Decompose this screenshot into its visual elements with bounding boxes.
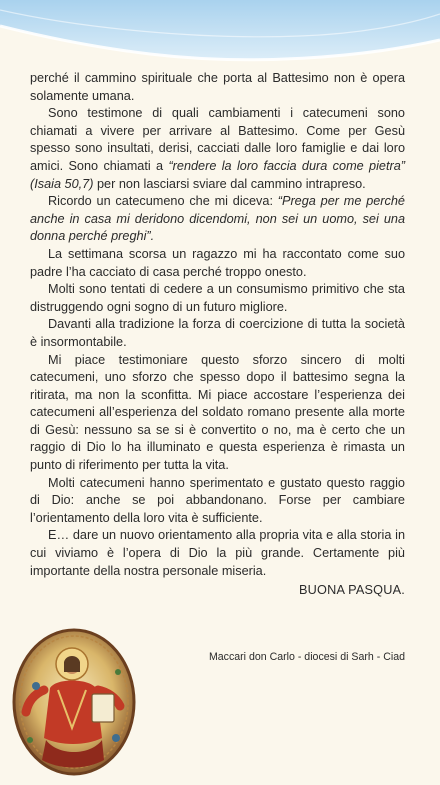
signoff-buona-pasqua: BUONA PASQUA. <box>298 583 405 598</box>
catechumen-quote: “Prega per me perché anche in casa mi deridono dicendomi, non sei un uomo, sei una donna perché preghi”. <box>30 194 405 244</box>
paragraph-8: Molti catecumeni hanno sperimentato e gustato questo raggio di Dio: anche se poi abbandonano. Forse per cambiare l’orientamento della loro vita è sufficiente. <box>30 475 405 525</box>
paragraph-4: La settimana scorsa un ragazzo mi ha raccontato come suo padre l’ha cacciato di casa perché troppo onesto. <box>30 246 405 279</box>
paragraph-3: Ricordo un catecumeno che mi diceva: “Prega per me perché anche in casa mi deridono dicendomi, non sei un uomo, sei una donna perché preghi”. <box>30 194 405 244</box>
paragraph-5: Molti sono tentati di cedere a un consumismo primitivo che sta distruggendo ogni sogno di un futuro migliore. <box>30 282 405 314</box>
paragraph-1: perché il cammino spirituale che porta al Battesimo non è opera solamente umana. <box>30 71 405 103</box>
christ-mosaic-medallion <box>6 628 156 778</box>
header-wave-banner <box>0 0 440 72</box>
isaiah-quote: “rendere la loro faccia dura come pietra” (Isaia 50,7) <box>30 158 405 191</box>
author-signature: Maccari don Carlo - diocesi di Sarh - Ciad <box>208 651 405 663</box>
paragraph-9: E… dare un nuovo orientamento alla propria vita e alla storia in cui viviamo è l’opera di Dio la più grande. Certamente più importante della nostra personale miseria. <box>30 528 405 578</box>
letter-body <box>30 70 405 600</box>
paragraph-6: Davanti alla tradizione la forza di coercizione di tutta la società è insormontabile. <box>30 317 405 349</box>
paragraph-2: Sono testimone di quali cambiamenti i catecumeni sono chiamati a vivere per arrivare al Battesimo. Come per Gesù spesso sono insultati, derisi, cacciati dalle loro famiglie e dai loro amici. Sono chiamati a “rendere la loro faccia dura come pietra” (Isaia 50,7) per non lasciarsi sviare dal cammino intrapreso. <box>30 106 405 191</box>
paragraph-7: Mi piace testimoniare questo sforzo sincero di molti catecumeni, uno sforzo che spesso dopo il battesimo segna la ritirata, ma non la sconfitta. Mi piace accostare l’esperienza dei catecumeni all’esperienza del soldato romano presente alla morte di Gesù: nessuno sa se si è convertito o no, ma è certo che un raggio di Dio lo ha illuminato e questa esperienza è rimasta un punto di riferimento per tutta la vita. <box>30 352 405 473</box>
